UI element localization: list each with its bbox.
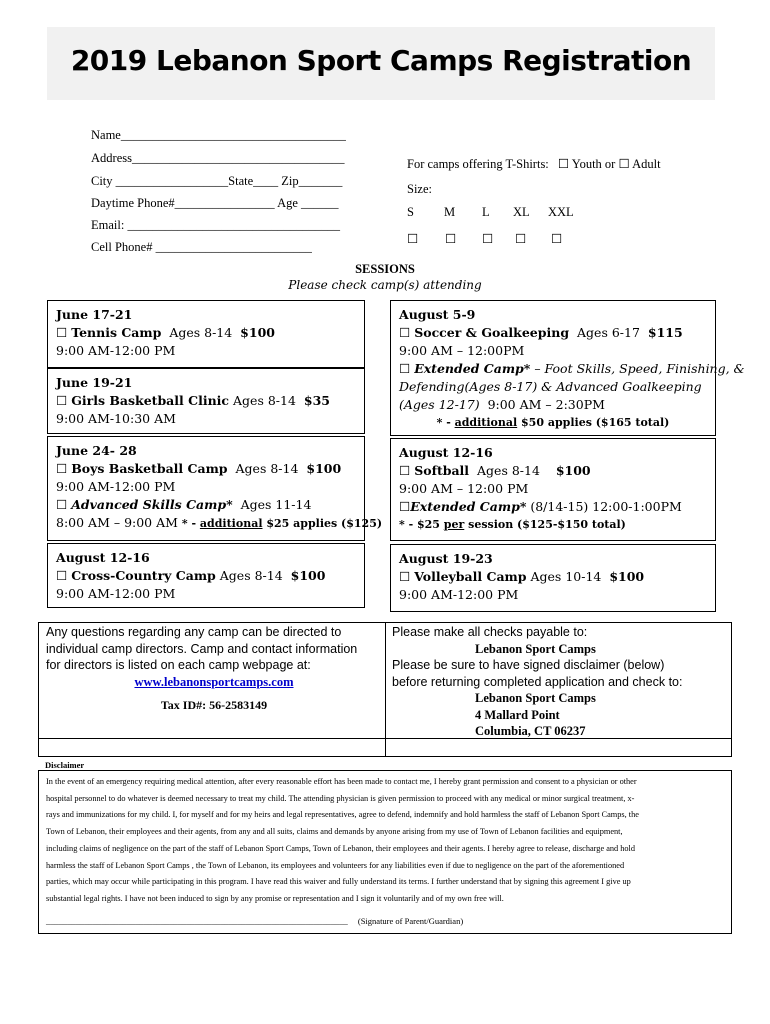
extra-note: $50 applies ($165 total) — [521, 416, 670, 429]
size-l-checkbox[interactable]: ☐ — [482, 232, 494, 246]
disclaimer-line: hospital personnel to do whatever is deemed necessary to treat my child. The attending physician is given permission to proceed with any medical or minor surgical treatment, x- — [46, 793, 635, 803]
session-date: June 17-21 — [56, 307, 133, 322]
payment-line: before returning completed application and check to: — [392, 674, 683, 689]
youth-checkbox[interactable]: ☐ — [557, 157, 570, 171]
session-checkbox[interactable]: ☐ — [56, 461, 68, 476]
session-price: $115 — [647, 325, 683, 340]
session-date: August 19-23 — [399, 551, 493, 566]
extra-camp-name: Advanced Skills Camp* — [71, 497, 233, 512]
session-checkbox[interactable]: ☐ — [56, 325, 68, 340]
session-camp-name: Soccer & Goalkeeping — [414, 325, 570, 340]
sessions-heading: SESSIONS — [355, 262, 415, 276]
session-card-volleyball — [390, 544, 716, 612]
email-field[interactable]: Email: __________________________________ — [91, 218, 340, 232]
youth-label: Youth or — [571, 157, 616, 171]
extra-desc-2: Defending(Ages 8-17) & Advanced Goalkeeping — [399, 379, 702, 394]
session-ages: Ages 6-17 — [577, 325, 640, 340]
session-date: June 24- 28 — [56, 443, 137, 458]
extra-note-prefix: * - — [181, 517, 200, 530]
session-price: $100 — [555, 463, 591, 478]
contact-line: individual camp directors. Camp and contact information — [46, 641, 358, 656]
session-checkbox[interactable]: ☐ — [399, 569, 411, 584]
size-m-checkbox[interactable]: ☐ — [445, 232, 457, 246]
mail-address-line: Columbia, CT 06237 — [475, 724, 586, 738]
extra-checkbox[interactable]: ☐ — [399, 499, 411, 514]
session-camp-name: Tennis Camp — [71, 325, 162, 340]
mail-address-line: 4 Mallard Point — [475, 707, 560, 722]
session-price: $100 — [609, 569, 645, 584]
disclaimer-line: rays and immunizations for my child. I, for myself and for my heirs and legal representatives, agree to defend, indemnify and hold harmless the staff of Lebanon Sport Camps, the — [46, 810, 639, 820]
size-l-label: L — [482, 205, 490, 219]
session-ages: Ages 8-14 — [219, 568, 283, 583]
address-field[interactable]: Address__________________________________ — [91, 151, 345, 165]
extra-note-underline: additional — [199, 517, 263, 530]
extra-note-underline: per — [443, 518, 465, 531]
size-s-label: S — [407, 205, 414, 219]
contact-line: Any questions regarding any camp can be directed to — [46, 625, 342, 639]
cell-phone-field[interactable]: Cell Phone# _________________________ — [91, 240, 312, 254]
session-price: $100 — [240, 325, 275, 340]
session-card-boys-basketball — [47, 436, 383, 541]
session-date: August 12-16 — [56, 550, 150, 565]
extra-time: 9:00 AM – 2:30PM — [487, 397, 605, 412]
extra-desc-3: (Ages 12-17) — [399, 397, 480, 412]
disclaimer-line: Town of Lebanon, their employees and their agents, from any and all suits, claims and demands by anyone arising from my use of Town of Lebanon facilities and equipment, — [46, 827, 623, 837]
extra-camp-name: Extended Camp* — [414, 361, 531, 376]
signature-row — [46, 916, 463, 926]
extra-note-prefix: * - — [436, 416, 455, 429]
info-table-divider — [385, 622, 386, 757]
size-xxl-checkbox[interactable]: ☐ — [551, 232, 563, 246]
contact-info — [46, 624, 382, 714]
size-xl-checkbox[interactable]: ☐ — [515, 232, 527, 246]
extra-checkbox[interactable]: ☐ — [399, 361, 411, 376]
session-ages: Ages 8-14 — [477, 463, 540, 478]
size-xl-label: XL — [513, 205, 530, 219]
session-checkbox[interactable]: ☐ — [399, 325, 411, 340]
session-checkbox[interactable]: ☐ — [56, 393, 68, 408]
contact-line: for directors is listed on each camp webpage at: — [46, 658, 311, 672]
session-camp-name: Cross-Country Camp — [71, 568, 216, 583]
signature-label: (Signature of Parent/Guardian) — [357, 916, 464, 926]
payee-name: Lebanon Sport Camps — [475, 641, 596, 656]
session-ages: Ages 8-14 — [235, 461, 299, 476]
city-state-zip-field[interactable]: City __________________State____ Zip_______ — [91, 174, 343, 188]
size-xxl-label: XXL — [548, 205, 574, 219]
extra-time: 8:00 AM – 9:00 AM — [56, 515, 178, 530]
disclaimer-line: including claims of negligence on the part of the staff of Lebanon Sport Camps, Town of Lebanon, their employees and their agents. I hereby agree to release, discharge and hold — [46, 843, 636, 853]
signature-line[interactable]: _______________________________________________________________________ — [46, 916, 348, 926]
sessions-subtitle: Please check camp(s) attending — [288, 278, 482, 292]
session-card-softball — [390, 438, 716, 541]
session-time: 9:00 AM-12:00 PM — [56, 343, 176, 358]
session-checkbox[interactable]: ☐ — [399, 463, 411, 478]
session-price: $100 — [290, 568, 326, 583]
adult-label: Adult — [632, 157, 661, 171]
tshirt-prompt: For camps offering T-Shirts: — [407, 157, 549, 171]
daytime-phone-age-field[interactable]: Daytime Phone#________________ Age ______ — [91, 196, 339, 210]
extra-camp-name: Extended Camp* — [410, 499, 527, 514]
session-time: 9:00 AM-10:30 AM — [56, 411, 176, 426]
session-time: 9:00 AM-12:00 PM — [56, 479, 176, 494]
page-title: 2019 Lebanon Sport Camps Registration — [70, 44, 692, 77]
session-card-girls-basketball — [47, 368, 365, 434]
size-s-checkbox[interactable]: ☐ — [407, 232, 419, 246]
session-card-soccer — [390, 300, 745, 436]
extra-ages: Ages 11-14 — [240, 497, 312, 512]
payment-info — [392, 624, 728, 740]
session-camp-name: Girls Basketball Clinic — [71, 393, 230, 408]
session-date: August 5-9 — [399, 307, 476, 322]
extra-time: (8/14-15) 12:00-1:00PM — [530, 499, 682, 514]
extra-note-underline: additional — [454, 416, 518, 429]
payment-line: Please be sure to have signed disclaimer (below) — [392, 658, 665, 672]
session-checkbox[interactable]: ☐ — [56, 568, 68, 583]
session-price: $100 — [306, 461, 342, 476]
tshirt-row — [407, 156, 661, 172]
session-date: June 19-21 — [56, 375, 133, 390]
disclaimer-line: In the event of an emergency requiring medical attention, after every reasonable effort has been made to contact me, I hereby grant permission and consent to a physician or other — [46, 777, 637, 786]
extra-checkbox[interactable]: ☐ — [56, 497, 68, 512]
name-field[interactable]: Name____________________________________ — [91, 128, 346, 142]
extra-note: session ($125-$150 total) — [468, 518, 626, 531]
extra-note: $25 applies ($125) — [266, 517, 383, 530]
session-price: $35 — [303, 393, 330, 408]
adult-checkbox[interactable]: ☐ — [618, 157, 630, 171]
session-time: 9:00 AM – 12:00 PM — [399, 481, 529, 496]
session-camp-name: Boys Basketball Camp — [71, 461, 228, 476]
session-time: 9:00 AM – 12:00PM — [399, 343, 525, 358]
extra-note-prefix: * - $25 — [399, 518, 444, 531]
website-link[interactable]: www.lebanonsportcamps.com — [134, 674, 294, 689]
session-ages: Ages 10-14 — [530, 569, 602, 584]
session-camp-name: Softball — [414, 463, 470, 478]
extra-desc-1: – Foot Skills, Speed, Finishing, & — [530, 361, 745, 376]
size-m-label: M — [444, 205, 456, 219]
session-time: 9:00 AM-12:00 PM — [56, 586, 176, 601]
session-ages: Ages 8-14 — [233, 393, 296, 408]
disclaimer-heading: Disclaimer — [45, 760, 85, 770]
disclaimer-line: harmless the staff of Lebanon Sport Camps , the Town of Lebanon, its employees and volunteers for any liabilities even if due to negligence on the part of the aforementioned — [46, 860, 625, 870]
session-ages: Ages 8-14 — [169, 325, 233, 340]
disclaimer-line: substantial legal rights. I have not been induced to sign by any promise or representation and I sign it voluntarily and of my own free will. — [46, 893, 504, 903]
session-card-cross-country — [47, 543, 365, 608]
mail-address-line: Lebanon Sport Camps — [475, 691, 596, 705]
disclaimer-text — [46, 774, 730, 908]
tax-id: Tax ID#: 56-2583149 — [160, 698, 268, 712]
session-camp-name: Volleyball Camp — [414, 569, 527, 584]
session-card-tennis — [47, 300, 365, 368]
payment-line: Please make all checks payable to: — [392, 625, 588, 639]
disclaimer-line: parties, which may occur while participating in this program. I have read this waiver and fully understand its terms. I further understand that by signing this agreement I give up — [46, 877, 631, 887]
session-time: 9:00 AM-12:00 PM — [399, 587, 519, 602]
size-label: Size: — [407, 182, 432, 196]
session-date: August 12-16 — [399, 445, 493, 460]
